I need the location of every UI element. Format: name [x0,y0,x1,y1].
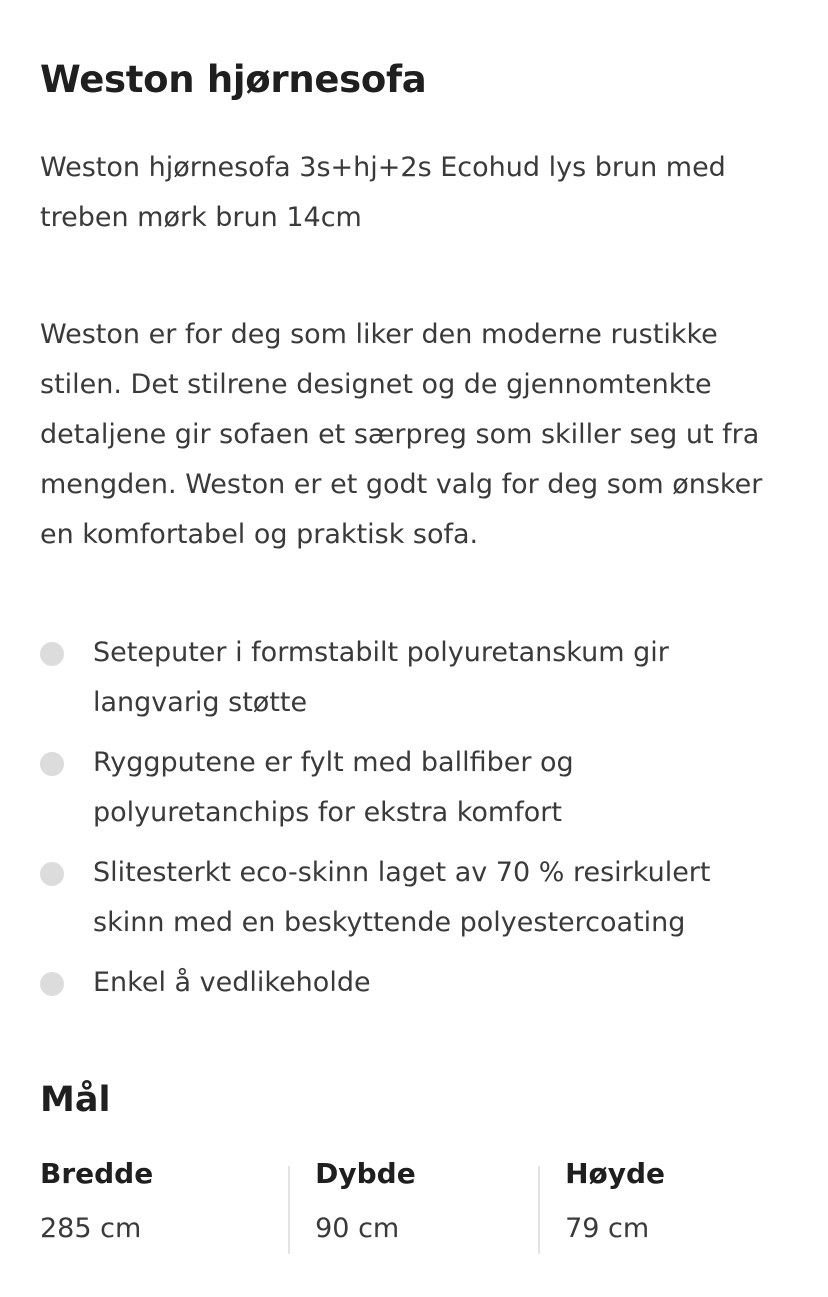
feature-item [40,738,780,838]
feature-item [40,628,780,728]
bullet-dot-icon [40,752,64,776]
dimensions-table [40,1152,788,1252]
dimension-value: 79 cm [565,1213,650,1244]
dimensions-heading: Mål [40,1080,111,1120]
product-description: Weston er for deg som liker den moderne rustikke stilen. Det stilrene designet og de gjennomtenkte detaljene gir sofaen et særpreg som skiller seg ut fra mengden. Weston er et godt valg for deg som ønsker en komfortabel og praktisk sofa. [40,319,763,550]
feature-item [40,958,780,1008]
feature-text: Enkel å vedlikeholde [93,967,371,998]
bullet-dot-icon [40,862,64,886]
dimension-label: Høyde [565,1157,666,1190]
feature-text: Slitesterkt eco-skinn laget av 70 % resirkulert skinn med en beskyttende polyestercoating [93,857,711,938]
dimension-width [40,1152,288,1252]
feature-list [40,628,780,1018]
product-title: Weston hjørnesofa [40,58,427,101]
feature-text: Ryggputene er fylt med ballfiber og polyuretanchips for ekstra komfort [93,747,574,828]
dimension-label: Bredde [40,1157,154,1190]
product-subtitle: Weston hjørnesofa 3s+hj+2s Ecohud lys brun med treben mørk brun 14cm [40,152,726,233]
feature-text: Seteputer i formstabilt polyuretanskum gir langvarig støtte [93,637,669,718]
bullet-dot-icon [40,642,64,666]
dimension-label: Dybde [315,1157,416,1190]
dimension-depth [288,1157,538,1254]
feature-item [40,848,780,948]
bullet-dot-icon [40,972,64,996]
dimension-height [538,1157,788,1254]
dimension-value: 285 cm [40,1213,142,1244]
dimension-value: 90 cm [315,1213,400,1244]
